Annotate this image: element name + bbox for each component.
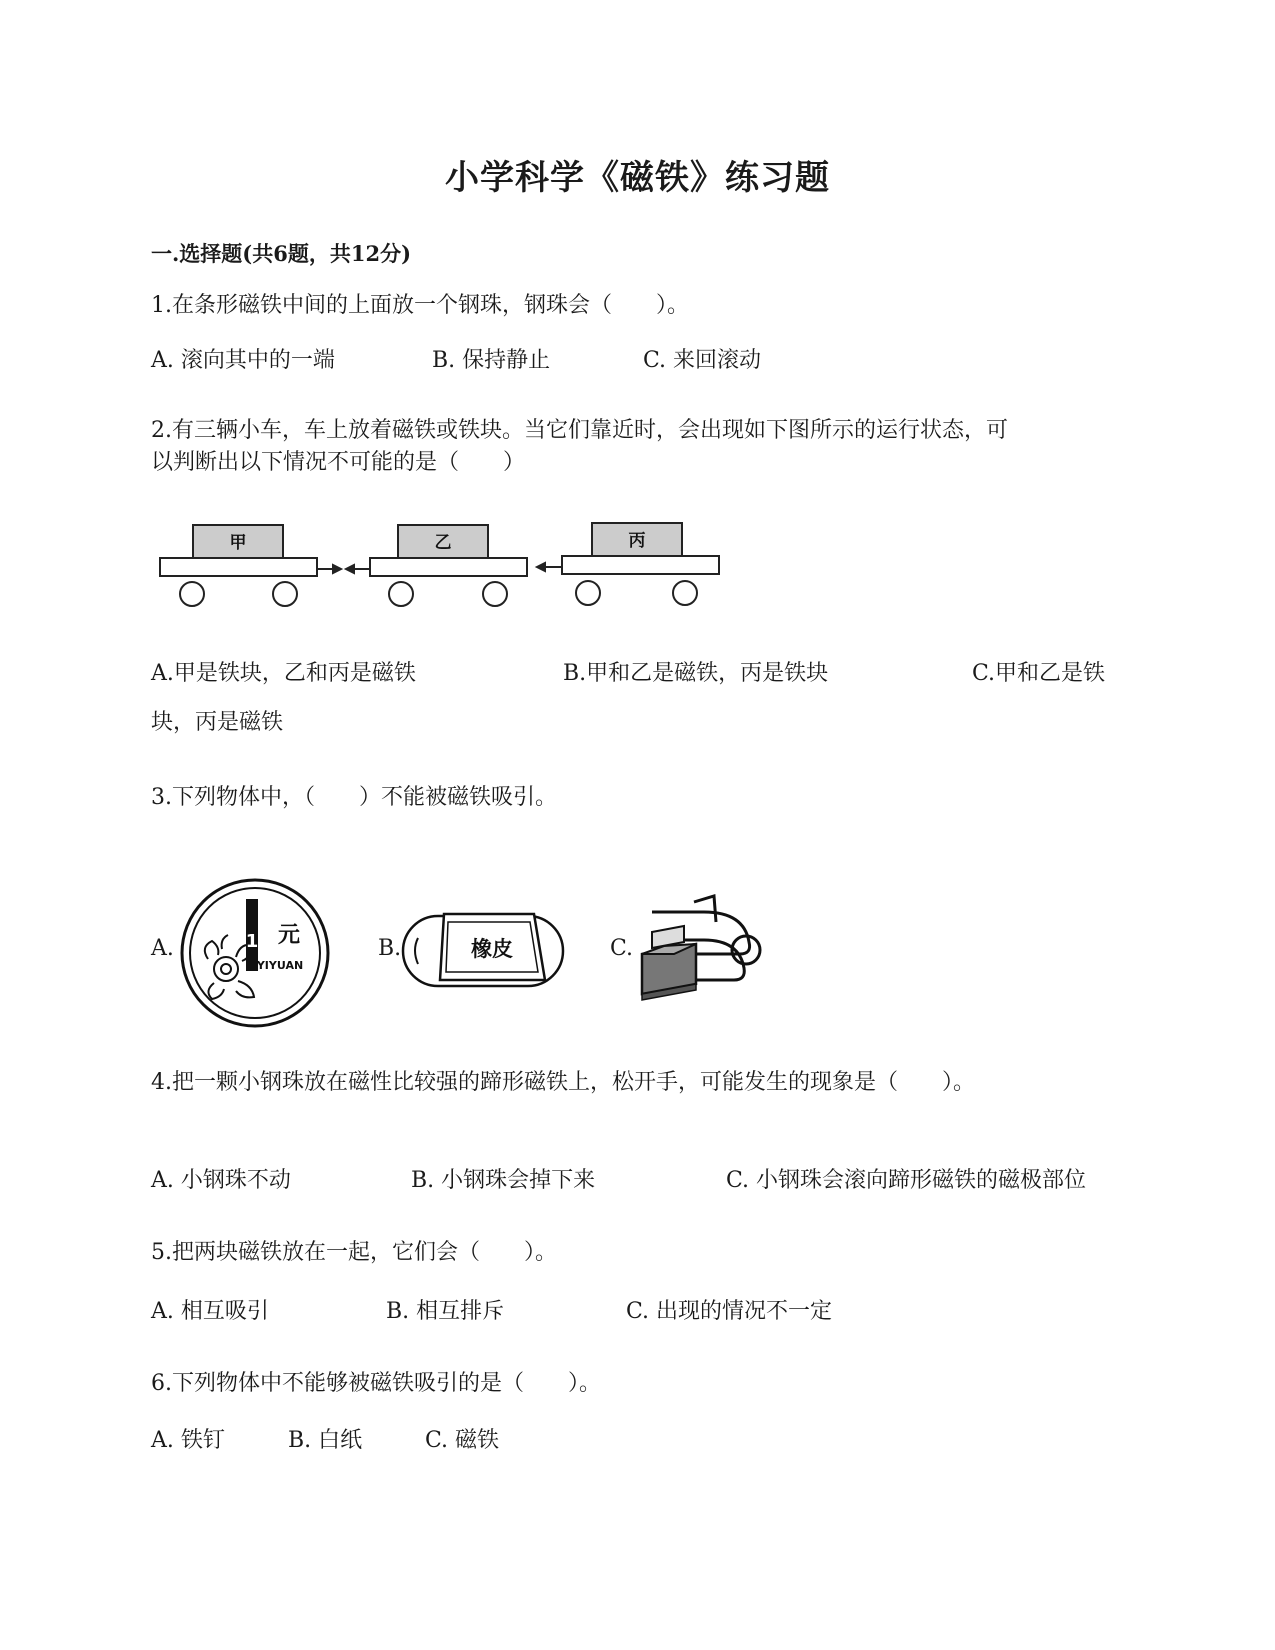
coin-image (178, 877, 332, 1029)
question-5-option-b[interactable]: B. 相互排斥 (386, 1299, 505, 1324)
cart-label-yi: 乙 (434, 533, 452, 553)
question-1-option-c[interactable]: C. 来回滚动 (643, 348, 762, 373)
cart-yi-wheel (389, 582, 413, 606)
coin-pinyin: YIYUAN (256, 959, 304, 972)
question-1-option-a[interactable]: A. 滚向其中的一端 (151, 348, 335, 373)
question-2-option-c-continued: 块，丙是磁铁 (151, 710, 284, 735)
question-3-option-a-label[interactable]: A. (151, 936, 174, 961)
question-4-option-a[interactable]: A. 小钢珠不动 (151, 1168, 291, 1193)
carts-diagram (155, 515, 720, 615)
cart-jia-wheel (180, 582, 204, 606)
question-6-option-c[interactable]: C. 磁铁 (425, 1428, 500, 1453)
question-4-stem: 4.把一颗小钢珠放在磁性比较强的蹄形磁铁上，松开手，可能发生的现象是（ ）。 (151, 1070, 975, 1095)
question-2-option-c[interactable]: C.甲和乙是铁 (972, 661, 1106, 686)
question-5-option-c[interactable]: C. 出现的情况不一定 (626, 1299, 833, 1324)
question-4-option-b[interactable]: B. 小钢珠会掉下来 (411, 1168, 596, 1193)
question-2-option-b[interactable]: B.甲和乙是磁铁，丙是铁块 (563, 661, 829, 686)
eraser-label: 橡皮 (471, 937, 513, 961)
question-4-option-c[interactable]: C. 小钢珠会滚向蹄形磁铁的磁极部位 (726, 1168, 1087, 1193)
cart-yi-body (370, 558, 527, 576)
section-heading: 一.选择题(共6题，共12分) (151, 241, 412, 266)
question-1-option-b[interactable]: B. 保持静止 (432, 348, 551, 373)
question-2-stem-line2: 以判断出以下情况不可能的是（ ） (151, 450, 526, 475)
coin-unit: 元 (277, 923, 301, 948)
binder-clip-image (634, 892, 774, 1004)
question-2-stem-line1: 2.有三辆小车，车上放着磁铁或铁块。当它们靠近时，会出现如下图所示的运行状态，可 (151, 418, 1008, 443)
cart-jia-body (160, 558, 317, 576)
question-5-stem: 5.把两块磁铁放在一起，它们会（ ）。 (151, 1240, 557, 1265)
question-6-option-b[interactable]: B. 白纸 (288, 1428, 363, 1453)
question-6-option-a[interactable]: A. 铁钉 (151, 1428, 225, 1453)
cart-jia-wheel (273, 582, 297, 606)
cart-label-bing: 丙 (628, 531, 646, 551)
question-3-option-b-label[interactable]: B. (378, 936, 402, 961)
cart-label-jia: 甲 (229, 533, 247, 553)
cart-bing-wheel (673, 581, 697, 605)
cart-bing-body (562, 556, 719, 574)
question-1-stem: 1.在条形磁铁中间的上面放一个钢珠，钢珠会（ ）。 (151, 293, 689, 318)
question-3-option-c-label[interactable]: C. (610, 936, 634, 961)
page-title: 小学科学《磁铁》练习题 (445, 158, 830, 198)
question-6-stem: 6.下列物体中不能够被磁铁吸引的是（ ）。 (151, 1371, 601, 1396)
coin-value: 1 (245, 931, 259, 952)
question-3-stem: 3.下列物体中，（ ）不能被磁铁吸引。 (151, 785, 557, 810)
eraser-image (400, 910, 566, 992)
question-5-option-a[interactable]: A. 相互吸引 (151, 1299, 269, 1324)
cart-yi-wheel (483, 582, 507, 606)
question-2-option-a[interactable]: A.甲是铁块，乙和丙是磁铁 (151, 661, 416, 686)
cart-bing-wheel (576, 581, 600, 605)
